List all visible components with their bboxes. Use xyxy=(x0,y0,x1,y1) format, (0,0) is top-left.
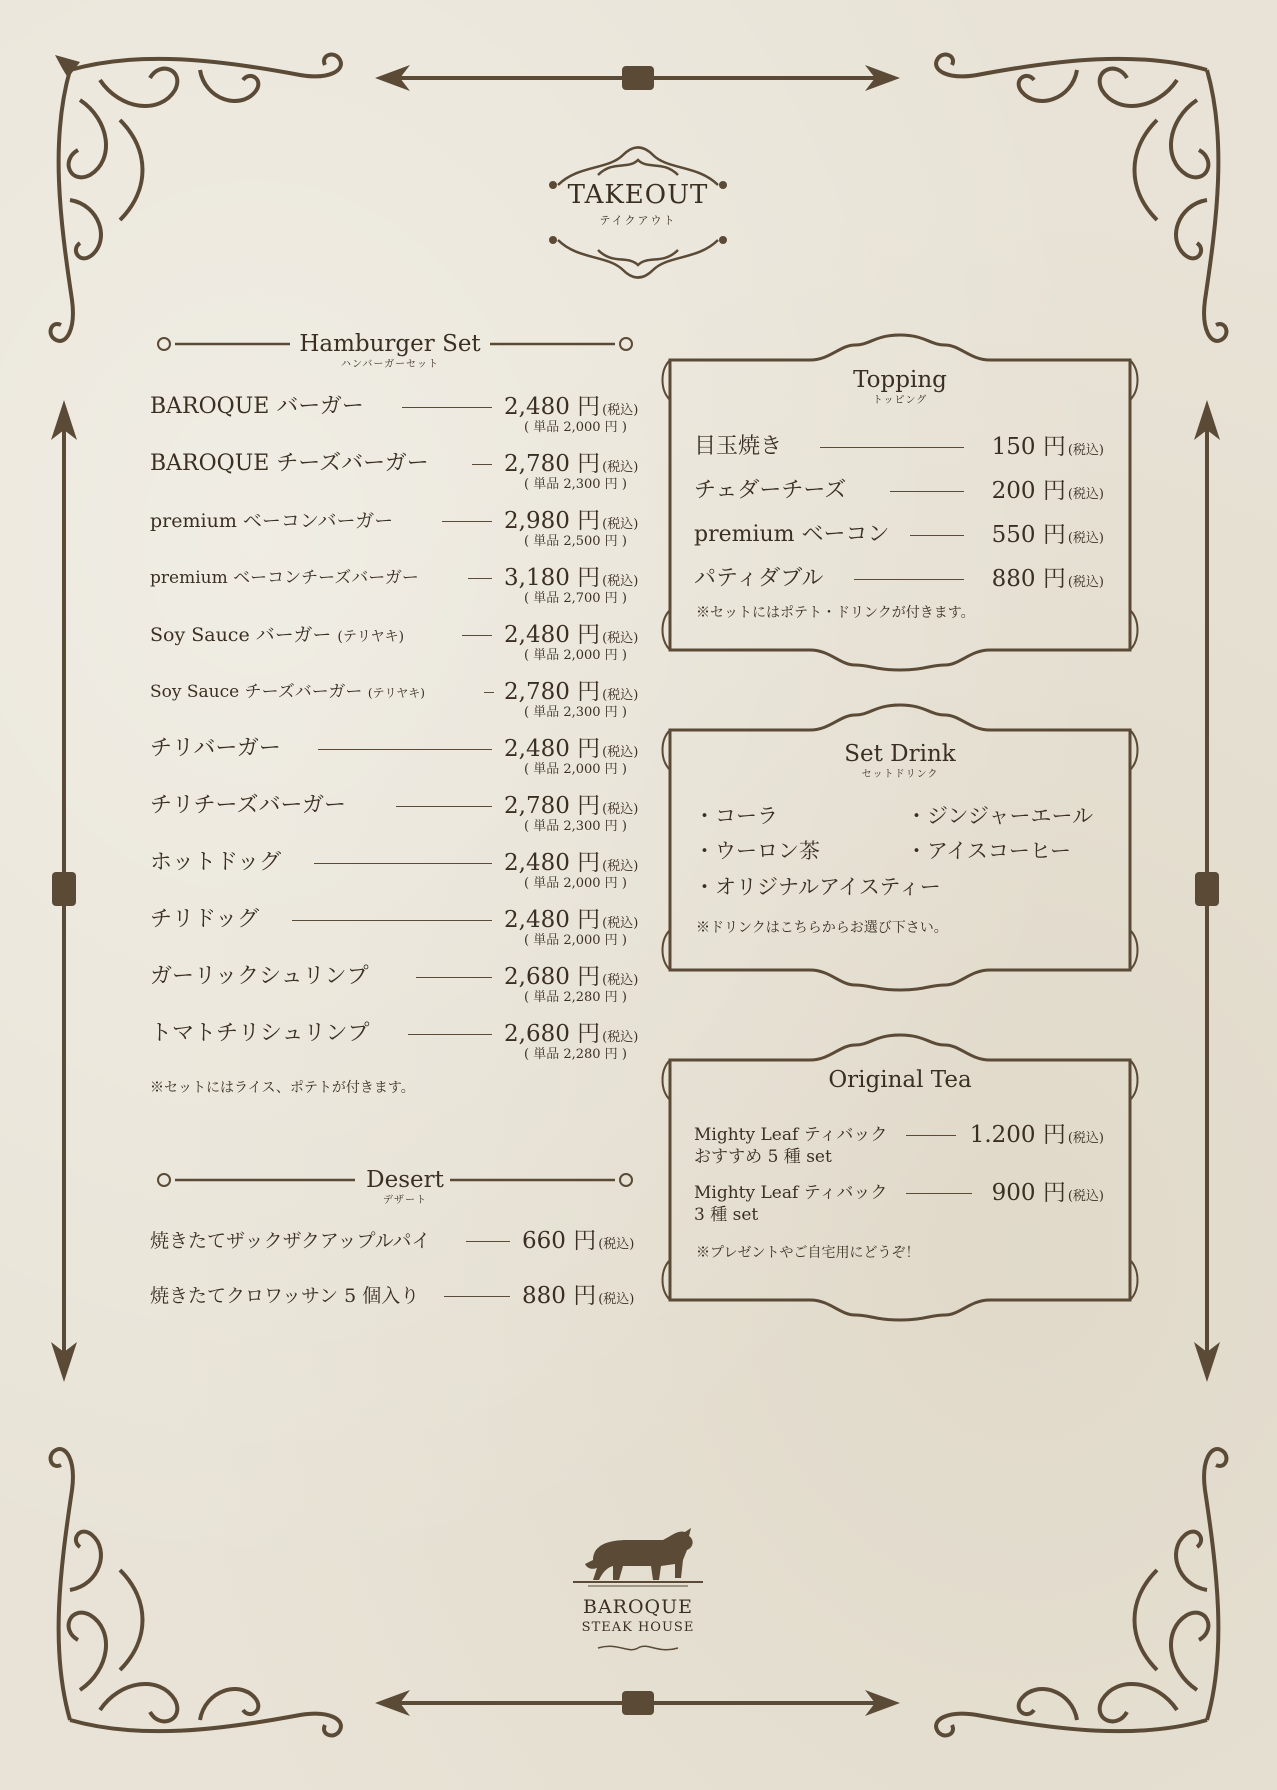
item-price: 550 円 (税込) xyxy=(991,522,1104,548)
item-price: 660 円 (税込) xyxy=(522,1228,635,1254)
item-single-price: ( 単品 2,300 円 ) xyxy=(524,477,627,492)
menu-row xyxy=(150,960,640,1016)
item-price: 2,480 円 (税込) xyxy=(504,736,639,762)
hamburger-section-title-jp: ハンバーガーセット xyxy=(341,359,439,370)
item-price: 1.200 円 (税込) xyxy=(969,1122,1104,1148)
item-name: 焼きたてクロワッサン 5 個入り xyxy=(150,1285,420,1307)
menu-row xyxy=(150,789,640,845)
hamburger-section-header xyxy=(290,330,490,372)
item-name: premium ベーコンチーズバーガー xyxy=(150,568,419,588)
tea-item-name: Mighty Leaf ティバック xyxy=(694,1183,888,1203)
desert-row xyxy=(150,1279,640,1313)
item-name: premium ベーコンバーガー xyxy=(150,510,394,532)
item-single-price: ( 単品 2,300 円 ) xyxy=(524,705,627,720)
tea-item-detail: 3 種 set xyxy=(694,1205,759,1225)
tea-note: ※プレゼントやご自宅用にどうぞ！ xyxy=(696,1245,920,1261)
leader-line xyxy=(442,521,492,522)
menu-row xyxy=(150,504,640,560)
item-single-price: ( 単品 2,280 円 ) xyxy=(524,1047,627,1062)
topping-section-title-jp: トッピング xyxy=(872,395,928,406)
item-name: チェダーチーズ xyxy=(694,478,847,503)
brand-subname: STEAK HOUSE xyxy=(581,1620,695,1635)
drink-item: ・ジンジャーエール xyxy=(906,804,1094,828)
tea-row xyxy=(694,1182,1104,1228)
item-price: 2,480 円 (税込) xyxy=(504,850,639,876)
item-single-price: ( 単品 2,700 円 ) xyxy=(524,591,627,606)
tea-section-title: Original Tea xyxy=(828,1067,972,1093)
item-name: Soy Sauce チーズバーガー (テリヤキ) xyxy=(150,682,425,702)
leader-line xyxy=(462,635,492,636)
leader-line xyxy=(292,920,492,921)
hamburger-section-title: Hamburger Set xyxy=(299,331,481,357)
drink-section-header xyxy=(800,740,1000,782)
item-name: チリバーガー xyxy=(150,736,281,761)
item-price: 2,980 円 (税込) xyxy=(504,508,639,534)
topping-section-title: Topping xyxy=(853,367,947,393)
leader-line xyxy=(468,578,492,579)
brand-logo xyxy=(563,1520,713,1660)
item-price: 200 円 (税込) xyxy=(991,478,1104,504)
item-single-price: ( 単品 2,300 円 ) xyxy=(524,819,627,834)
topping-section-header xyxy=(800,366,1000,408)
leader-line xyxy=(408,1034,492,1035)
brand-name: BAROQUE xyxy=(582,1596,694,1618)
drink-note: ※ドリンクはこちらからお選び下さい。 xyxy=(696,920,948,936)
item-single-price: ( 単品 2,000 円 ) xyxy=(524,420,627,435)
item-single-price: ( 単品 2,000 円 ) xyxy=(524,933,627,948)
tea-item-detail: おすすめ 5 種 set xyxy=(694,1147,832,1167)
menu-row xyxy=(150,1017,640,1073)
leader-line xyxy=(484,692,494,693)
topping-row xyxy=(694,562,1104,596)
leader-line xyxy=(854,579,964,580)
leader-line xyxy=(396,806,492,807)
drink-item: ・オリジナルアイスティー xyxy=(694,875,941,899)
topping-row xyxy=(694,518,1104,552)
leader-line xyxy=(416,977,492,978)
menu-row xyxy=(150,675,640,731)
item-price: 2,780 円 (税込) xyxy=(504,451,639,477)
tea-section-header xyxy=(800,1066,1000,1094)
item-single-price: ( 単品 2,000 円 ) xyxy=(524,876,627,891)
item-price: 900 円 (税込) xyxy=(991,1180,1104,1206)
desert-section-header xyxy=(355,1166,455,1208)
menu-row xyxy=(150,846,640,902)
drink-item: ・アイスコーヒー xyxy=(906,839,1072,863)
desert-section-title-jp: デザート xyxy=(383,1195,427,1206)
item-name: Soy Sauce バーガー (テリヤキ) xyxy=(150,624,405,646)
item-price: 2,480 円 (税込) xyxy=(504,907,639,933)
item-single-price: ( 単品 2,280 円 ) xyxy=(524,990,627,1005)
drink-item: ・コーラ xyxy=(694,804,778,828)
takeout-title-block xyxy=(538,140,738,290)
item-name: premium ベーコン xyxy=(694,522,890,547)
item-name: BAROQUE チーズバーガー xyxy=(150,451,429,476)
menu-row xyxy=(150,447,640,503)
drink-section-title-jp: セットドリンク xyxy=(861,769,939,780)
bull-icon xyxy=(563,1520,713,1590)
leader-line xyxy=(890,491,964,492)
tea-item-name: Mighty Leaf ティバック xyxy=(694,1125,888,1145)
item-name: トマトチリシュリンプ xyxy=(150,1021,370,1046)
page-title-jp: テイクアウト xyxy=(599,214,677,227)
menu-row xyxy=(150,561,640,617)
item-price: 2,680 円 (税込) xyxy=(504,1021,639,1047)
menu-row xyxy=(150,390,640,446)
menu-row xyxy=(150,618,640,674)
item-name: BAROQUE バーガー xyxy=(150,394,364,419)
page-title: TAKEOUT xyxy=(567,180,709,210)
drink-item: ・ウーロン茶 xyxy=(694,839,820,863)
menu-row xyxy=(150,903,640,959)
leader-line xyxy=(472,464,492,465)
tea-row xyxy=(694,1124,1104,1170)
topping-note: ※セットにはポテト・ドリンクが付きます。 xyxy=(696,605,975,621)
item-price: 2,480 円 (税込) xyxy=(504,622,639,648)
logo-flourish-icon xyxy=(563,1642,713,1654)
leader-line xyxy=(466,1241,510,1242)
item-price: 2,780 円 (税込) xyxy=(504,793,639,819)
hamburger-note: ※セットにはライス、ポテトが付きます。 xyxy=(150,1080,415,1096)
leader-line xyxy=(906,1193,972,1194)
menu-row xyxy=(150,732,640,788)
topping-row xyxy=(694,430,1104,464)
leader-line xyxy=(318,749,492,750)
drink-section-title: Set Drink xyxy=(844,741,956,767)
item-price: 880 円 (税込) xyxy=(522,1283,635,1309)
topping-row xyxy=(694,474,1104,508)
leader-line xyxy=(402,407,492,408)
item-name: 焼きたてザックザクアップルパイ xyxy=(150,1230,431,1252)
item-price: 150 円 (税込) xyxy=(991,434,1104,460)
item-price: 880 円 (税込) xyxy=(991,566,1104,592)
leader-line xyxy=(444,1296,510,1297)
item-name: ホットドッグ xyxy=(150,850,282,875)
leader-line xyxy=(820,447,964,448)
item-price: 2,480 円 (税込) xyxy=(504,394,639,420)
item-name: チリドッグ xyxy=(150,907,260,932)
item-price: 3,180 円 (税込) xyxy=(504,565,639,591)
item-price: 2,680 円 (税込) xyxy=(504,964,639,990)
item-price: 2,780 円 (税込) xyxy=(504,679,639,705)
leader-line xyxy=(314,863,492,864)
item-name: チリチーズバーガー xyxy=(150,793,347,818)
item-name: パティダブル xyxy=(694,566,824,591)
leader-line xyxy=(906,1135,956,1136)
leader-line xyxy=(910,535,964,536)
desert-row xyxy=(150,1224,640,1258)
desert-section-title: Desert xyxy=(366,1167,444,1193)
item-single-price: ( 単品 2,500 円 ) xyxy=(524,534,627,549)
item-name: ガーリックシュリンプ xyxy=(150,964,369,989)
item-single-price: ( 単品 2,000 円 ) xyxy=(524,648,627,663)
item-name: 目玉焼き xyxy=(694,434,783,459)
item-single-price: ( 単品 2,000 円 ) xyxy=(524,762,627,777)
